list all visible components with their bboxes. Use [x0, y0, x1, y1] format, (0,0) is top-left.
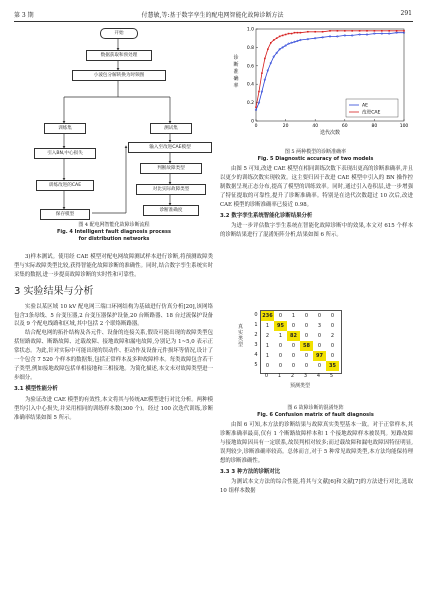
matrix-cell: 0 — [291, 343, 296, 349]
data-point-improved-cae — [307, 31, 309, 33]
confusion-matrix — [226, 310, 346, 410]
matrix-cell: 2 — [265, 333, 270, 339]
fig6-caption-cn: 图 6 故障诊断的混淆矩阵 — [287, 405, 344, 411]
page-number: 291 — [400, 10, 412, 17]
matrix-cell: 0 — [291, 323, 296, 329]
flow-node-data-acquisition: 数据获取和预处理 — [86, 50, 152, 61]
data-point-improved-cae — [294, 32, 296, 34]
series-line-improved-cae — [256, 31, 404, 107]
fig5-caption-en: Fig. 5 Diagnostic accuracy of two models — [257, 156, 374, 162]
fig4-caption-en-2: for distribution networks — [78, 236, 150, 242]
y-axis-label-char: 准 — [233, 69, 239, 75]
data-point-improved-cae — [264, 58, 266, 60]
matrix-cell: 0 — [304, 323, 309, 329]
data-point-improved-cae — [261, 72, 263, 74]
y-tick-label: 0 — [251, 119, 254, 125]
matrix-cell: 1 — [265, 353, 270, 359]
matrix-cell: 58 — [300, 341, 313, 351]
fig5-caption — [218, 149, 413, 163]
y-axis-label-char: 断 — [233, 62, 239, 68]
legend-label: AE — [362, 103, 369, 109]
data-point-improved-cae — [270, 42, 272, 44]
matrix-cell: 236 — [262, 313, 273, 319]
x-tick-label: 4 — [316, 373, 321, 379]
y-axis-label-char: 诊 — [233, 55, 239, 61]
paragraph-confusion-intro: 为进一步评估数字孪生系统在智能化故障诊断中的效果,本文对 615 个样本的诊断结果进行了混淆矩阵分析,结果如图 6 所示。 — [220, 223, 413, 239]
data-point-improved-cae — [279, 36, 281, 38]
flow-node-start: 开始 — [100, 28, 138, 39]
y-tick-label: 0.6 — [246, 64, 254, 70]
data-point-improved-cae — [297, 32, 299, 34]
data-point-improved-cae — [396, 30, 398, 32]
matrix-cell: 0 — [291, 353, 296, 359]
fig6-caption — [218, 405, 413, 419]
data-point-improved-cae — [351, 30, 353, 32]
data-point-improved-cae — [258, 91, 260, 93]
matrix-cell: 0 — [330, 343, 335, 349]
data-point-improved-cae — [314, 31, 316, 33]
subsection-heading-3-3: 3.3 3 种方法的诊断对比 — [220, 468, 281, 475]
x-tick-label: 0 — [254, 124, 258, 129]
confusion-matrix-x-label: 预测类型 — [289, 383, 310, 389]
matrix-cell: 1 — [291, 313, 296, 319]
data-point-improved-cae — [267, 48, 269, 50]
data-point-improved-cae — [337, 30, 339, 32]
matrix-cell: 82 — [287, 331, 300, 341]
flow-node-training-set: 训练集 — [44, 123, 86, 134]
y-tick-label: 4 — [254, 352, 258, 358]
x-tick-label: 100 — [399, 124, 409, 129]
data-point-improved-cae — [374, 30, 376, 32]
data-point-improved-cae — [344, 30, 346, 32]
matrix-cell: 0 — [330, 313, 335, 319]
x-tick-label: 0 — [264, 373, 269, 379]
y-tick-label: 0.2 — [246, 101, 254, 107]
data-point-improved-cae — [366, 30, 368, 32]
y-tick-label: 0.8 — [246, 45, 254, 51]
confusion-matrix-y-ticks — [252, 310, 260, 372]
matrix-cell: 0 — [304, 313, 309, 319]
x-tick-label: 3 — [303, 373, 308, 379]
data-point-improved-cae — [288, 33, 290, 35]
data-point-improved-cae — [322, 31, 324, 33]
matrix-cell: 97 — [313, 351, 326, 361]
paragraph-fault-types: 结合配电网的拓扑结构及各元件、设备的连接关系,假设可能出现的故障类型包括短路故障、断路故障、过载故障、接地故障和漏电故障,分别记为 1~5,0 表示正常状态。为此,针对实际中可能出现的误动作、拒动作及设备元件损坏等情况,设计了一个包含 7 520 个样本的数据集,包括正常样本及多种故障样本。每类故障包含若干子类型,例如接地故障包括单相接地和三相接地。为简化描述,本文未对故障类型进一步细分。 — [14, 330, 213, 381]
y-tick-label: 5 — [254, 362, 258, 368]
y-tick-label: 1 — [254, 322, 258, 328]
x-axis-label: 迭代次数 — [319, 130, 341, 136]
fig4-caption — [14, 222, 214, 243]
data-point-improved-cae — [276, 37, 278, 39]
fig6-caption-en: Fig. 6 Confusion matrix of fault diagnosis — [257, 412, 374, 418]
flow-node-judge-fault: 判断故障类型 — [140, 163, 202, 174]
issue-label: 第 3 期 — [14, 12, 34, 19]
data-point-improved-cae — [359, 30, 361, 32]
flow-node-wavelet-transform: 小波包分解转换为时频图 — [72, 70, 166, 81]
matrix-cell: 0 — [330, 323, 335, 329]
paragraph-experiment-setup: 实验以某区域 10 kV 配电网三端口环网结构为基础进行仿真分析[20],该网络包含3条母线、5 台变压器,2 台变压器保护设备,20 台断路器、18 台过流保护设备以及 9 个配电线路和区域,其中包括 2 个联络断路器。 — [14, 303, 213, 328]
section-heading-3: 3 实验结果与分析 — [14, 285, 94, 297]
confusion-matrix-y-label: 真实类型 — [238, 324, 244, 348]
accuracy-chart — [218, 23, 413, 148]
matrix-cell: 0 — [278, 353, 283, 359]
y-tick-label: 1.0 — [246, 27, 254, 33]
matrix-cell: 1 — [265, 323, 270, 329]
x-tick-label: 20 — [282, 124, 289, 129]
matrix-cell: 0 — [291, 363, 296, 369]
flow-node-accuracy: 诊断准确度 — [143, 205, 199, 216]
flow-node-input-cae: 输入至改进CAE模型 — [128, 142, 212, 153]
matrix-cell: 0 — [304, 353, 309, 359]
matrix-cell: 3 — [317, 323, 322, 329]
x-tick-label: 80 — [371, 124, 378, 129]
paragraph-sample-test: 3)样本测试。使用经 CAE 模型对配电网故障测试样本进行诊断,将预测故障类型与实际故障类型比较,获得智能化故障诊断的准确性。同时,结合数字孪生系统实时采集的数据,进一步提高故障诊断的实时性和可靠性。 — [14, 254, 213, 278]
data-point-improved-cae — [300, 32, 302, 34]
matrix-cell: 0 — [265, 363, 270, 369]
right-column-upper — [220, 165, 413, 240]
y-axis-label-char: 率 — [233, 83, 239, 89]
data-point-improved-cae — [329, 30, 331, 32]
left-column — [14, 253, 213, 422]
data-point-improved-cae — [255, 106, 257, 108]
confusion-matrix-x-ticks — [260, 372, 340, 380]
paragraph-model-comparison: 为验证改进 CAE 模型的有效性,本文将其与传统AE模型进行对比分析。两种模型均引入中心损失,并采用相同的训练样本数(300 个)。经过 100 次迭代训练,诊断准确率结果如图 5 所示。 — [14, 396, 213, 421]
matrix-cell: 0 — [317, 363, 322, 369]
matrix-cell: 0 — [317, 343, 322, 349]
subsection-heading-3-2: 3.2 数字孪生系统智能化诊断结果分析 — [220, 212, 313, 219]
matrix-cell: 95 — [274, 321, 287, 331]
matrix-cell: 0 — [278, 363, 283, 369]
flow-node-save-model: 保存模型 — [40, 209, 90, 220]
flow-node-test-set: 测试集 — [150, 123, 192, 134]
data-point-improved-cae — [388, 30, 390, 32]
y-tick-label: 2 — [254, 332, 258, 338]
series-line-ae — [256, 33, 404, 110]
paragraph-fig5-analysis: 由图 5 可知,改进 CAE 模型在相同训练次数下表现出更高的诊断准确率,并且以更少的训练次数实现收敛。这主要归因于改进 CAE 模型中引入的 BN 操作控制数据呈现正态分布,提高了模型的训练效率。同时,通过引入卷积层,进一步增强了特征提取的可靠性,提升了诊断准确率。特别是在迭代次数超过 10 次后,改进 CAE 模型的诊断准确率已接近 0.98。 — [220, 166, 413, 208]
confusion-matrix-grid — [260, 310, 342, 374]
matrix-cell: 0 — [304, 333, 309, 339]
matrix-cell: 0 — [304, 363, 309, 369]
data-point-improved-cae — [282, 35, 284, 37]
flow-node-train-cae: 训练改进的CAE — [36, 180, 94, 191]
flow-node-compare-actual: 对比实际故障类型 — [136, 184, 206, 195]
y-axis-label-char: 确 — [233, 76, 239, 82]
matrix-cell: 35 — [326, 361, 339, 371]
data-point-improved-cae — [285, 34, 287, 36]
matrix-cell: 0 — [330, 353, 335, 359]
x-tick-label: 1 — [277, 373, 282, 379]
x-tick-label: 60 — [341, 124, 348, 129]
matrix-cell: 0 — [317, 333, 322, 339]
flow-node-bn-center-loss: 引入BN,中心损失 — [34, 148, 96, 159]
x-tick-label: 5 — [329, 373, 334, 379]
accuracy-chart-svg — [218, 23, 413, 148]
matrix-cell: 0 — [278, 313, 283, 319]
subsection-heading-3-1: 3.1 模型性能分析 — [14, 385, 58, 392]
matrix-cell: 0 — [317, 313, 322, 319]
y-tick-label: 0 — [254, 312, 258, 318]
running-title: 付慧敏,等:基于数字孪生的配电网智能化故障诊断方法 — [141, 12, 284, 19]
matrix-cell: 0 — [278, 343, 283, 349]
data-point-improved-cae — [403, 30, 405, 32]
fig4-caption-en-1: Fig. 4 Intelligent fault diagnosis process — [57, 229, 171, 235]
fig5-caption-cn: 图 5 两种模型的诊断准确率 — [284, 149, 347, 155]
data-point-improved-cae — [381, 30, 383, 32]
x-tick-label: 2 — [290, 373, 295, 379]
matrix-cell: 1 — [278, 333, 283, 339]
fig4-caption-cn: 图 4 配电网智能化故障诊断流程 — [78, 222, 150, 228]
data-point-improved-cae — [273, 39, 275, 41]
y-tick-label: 3 — [254, 342, 258, 348]
data-point-improved-cae — [291, 33, 293, 35]
right-column-lower — [220, 421, 413, 496]
paragraph-fig6-analysis: 由图 6 可知,本方法的诊断结果与故障真实类型基本一致。对于正常样本,其诊断准确率最高,仅有 1 个断路故障样本和 1 个接地故障样本被误判。短路故障与接地故障因具有一定联系,故误判相对较多;而过载故障和漏电故障因特征明显,误判较少,诊断准确率较高。总体而言,对于 5 种常见故障类型,本方法均能保持理想的诊断准确性。 — [220, 422, 413, 464]
y-tick-label: 0.4 — [246, 82, 254, 88]
legend-label: 改进CAE — [362, 110, 381, 116]
matrix-cell: 2 — [330, 333, 335, 339]
matrix-cell: 1 — [265, 343, 270, 349]
x-tick-label: 40 — [312, 124, 319, 129]
paragraph-method-comparison: 为测试本文方法的综合性能,将其与文献[6]和文献[7]的方法进行对比,选取 10 组样本数据 — [220, 479, 413, 495]
